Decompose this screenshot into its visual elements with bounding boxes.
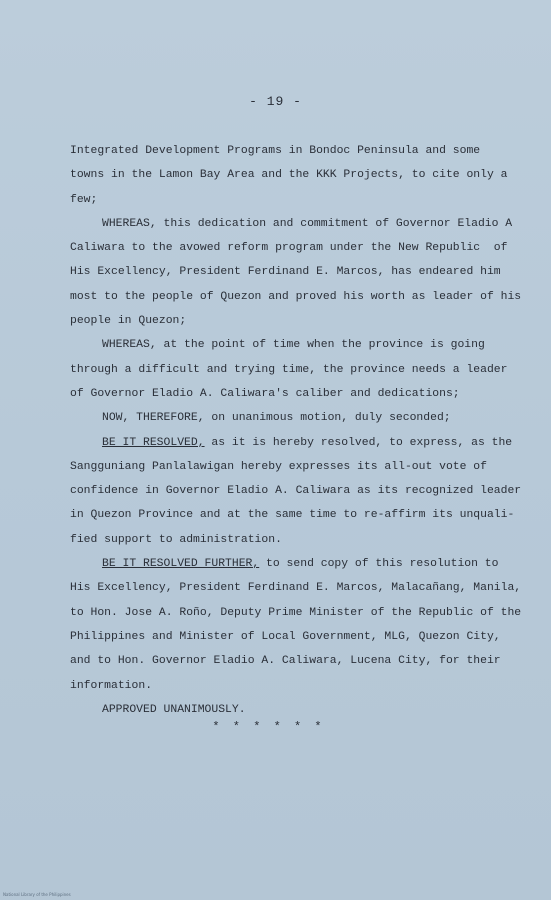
text-line: His Excellency, President Ferdinand E. Marcos, has endeared him	[70, 266, 501, 279]
text-line: towns in the Lamon Bay Area and the KKK Projects, to cite only a	[70, 169, 508, 182]
text-line: through a difficult and trying time, the province needs a leader	[70, 363, 508, 376]
be-it-resolved-further-heading: BE IT RESOLVED FURTHER,	[102, 558, 260, 571]
be-it-resolved-heading: BE IT RESOLVED,	[102, 436, 205, 449]
text-line: information.	[70, 679, 153, 692]
text-line: fied support to administration.	[70, 533, 282, 546]
text-line: in Quezon Province and at the same time to re-affirm its unquali-	[70, 509, 515, 522]
be-it-resolved-line	[70, 431, 513, 455]
text-line: to Hon. Jose A. Roño, Deputy Prime Minister of the Republic of the	[70, 606, 522, 619]
be-it-resolved-text: as it is hereby resolved, to express, as the	[204, 436, 513, 449]
be-it-resolved-further-line	[70, 552, 499, 576]
now-therefore-line: NOW, THEREFORE, on unanimous motion, duly seconded;	[102, 412, 451, 425]
whereas-paragraph-start: WHEREAS, at the point of time when the province is going	[102, 339, 485, 352]
text-line: Integrated Development Programs in Bondoc Peninsula and some	[70, 145, 481, 157]
text-line: Caliwara to the avowed reform program under the New Republic of	[70, 242, 508, 255]
text-line: most to the people of Quezon and proved his worth as leader of his	[70, 290, 522, 303]
text-line: and to Hon. Governor Eladio A. Caliwara, Lucena City, for their	[70, 655, 501, 668]
page-number: - 19 -	[249, 94, 302, 109]
text-line: confidence in Governor Eladio A. Caliwara as its recognized leader	[70, 485, 522, 498]
be-it-resolved-further-text: to send copy of this resolution to	[259, 558, 499, 571]
approved-line: APPROVED UNANIMOUSLY.	[102, 703, 246, 716]
whereas-paragraph-start: WHEREAS, this dedication and commitment of Governor Eladio A	[102, 217, 513, 230]
text-line: Philippines and Minister of Local Government, MLG, Quezon City,	[70, 630, 501, 643]
end-stars: * * * * * *	[212, 720, 325, 734]
text-line: His Excellency, President Ferdinand E. Marcos, Malacañang, Manila,	[70, 582, 522, 595]
text-line: people in Quezon;	[70, 315, 187, 328]
text-line: Sangguniang Panlalawigan hereby expresses its all-out vote of	[70, 460, 487, 473]
text-line: few;	[70, 193, 98, 206]
archive-footer: National Library of the Philippines	[3, 892, 71, 897]
text-line: of Governor Eladio A. Caliwara's caliber and dedications;	[70, 387, 460, 400]
resolution-body	[70, 139, 522, 722]
